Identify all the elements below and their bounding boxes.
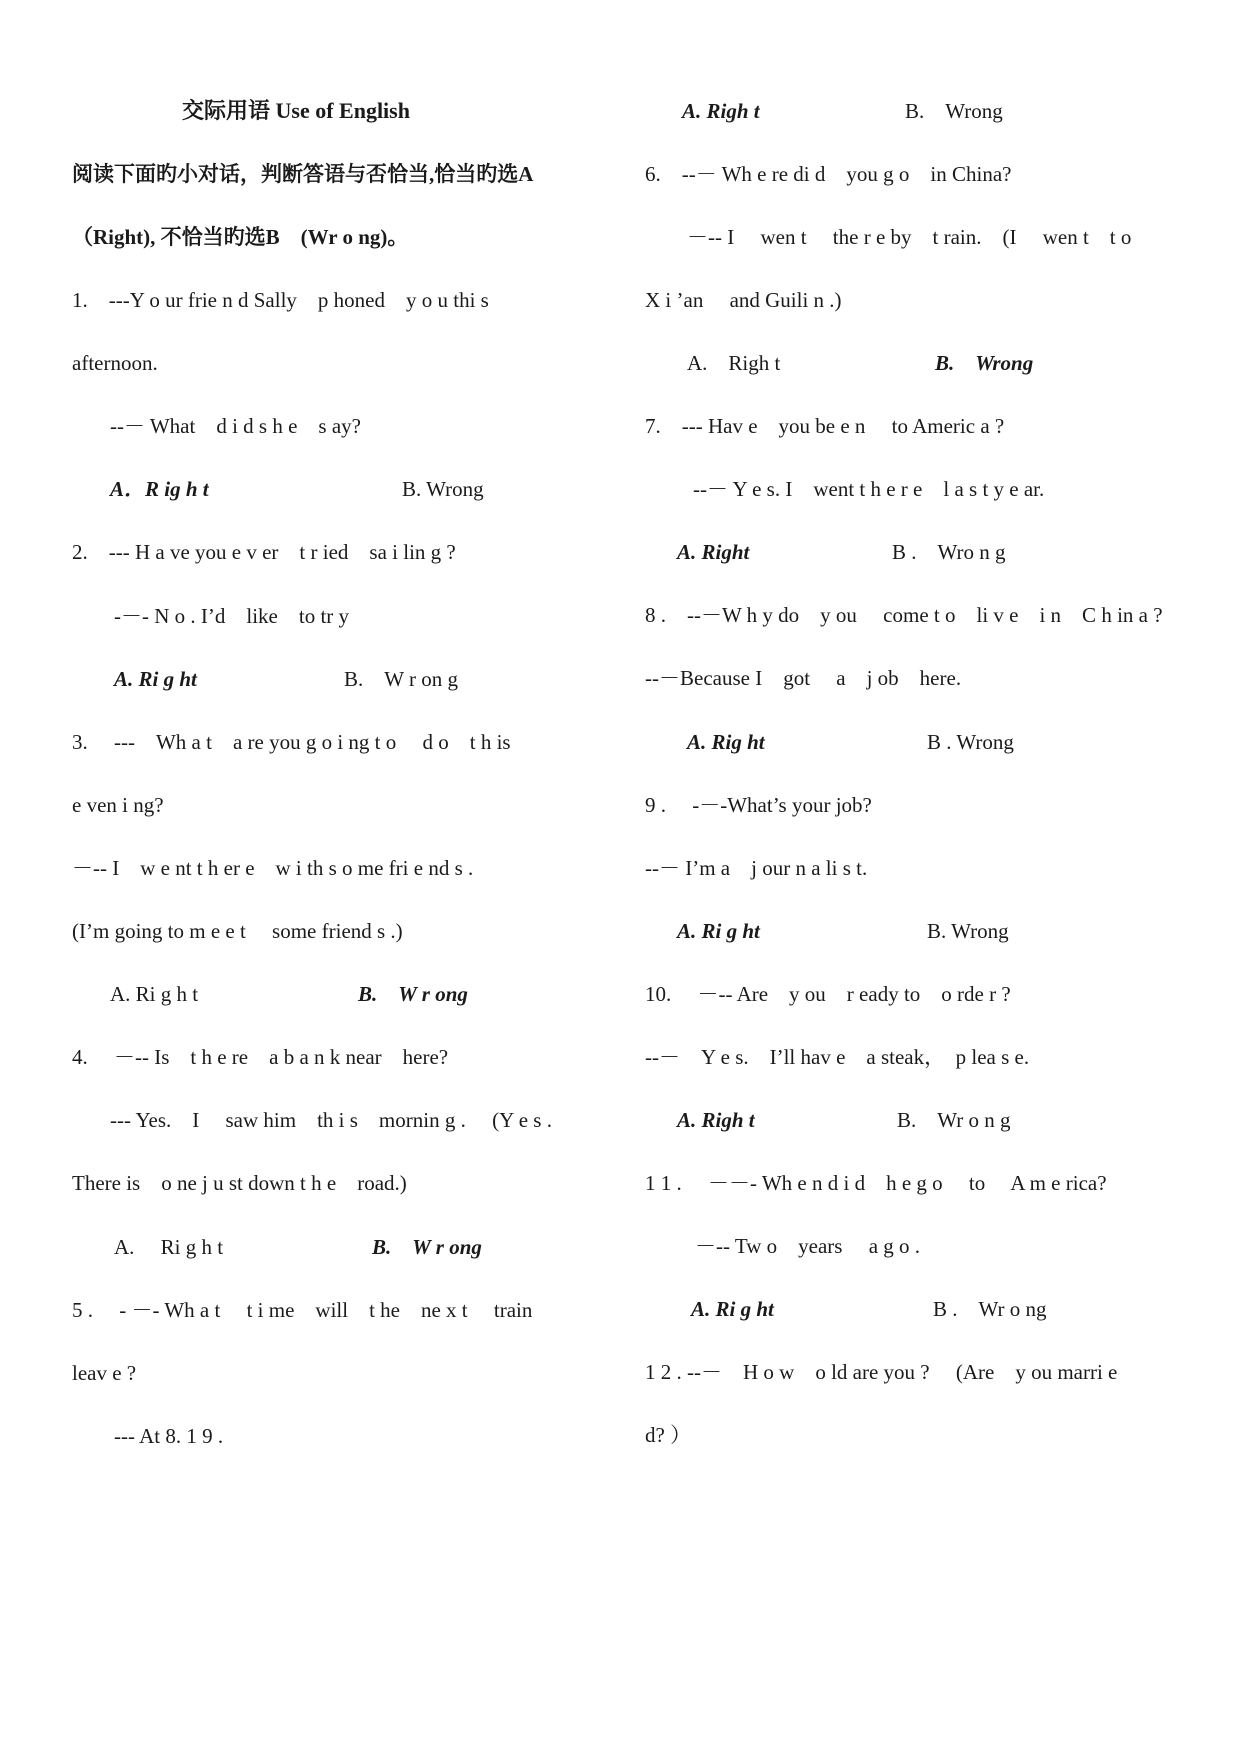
dialogue-line: afternoon. bbox=[72, 351, 158, 376]
dialogue-line: -－- N o . I’d like to tr y bbox=[114, 603, 350, 628]
option-b: B. W r ong bbox=[372, 1234, 482, 1259]
dialogue-line: －-- I w e nt t h er e w i th s o me fri e nd s . bbox=[72, 855, 474, 880]
dialogue-line: －-- Tw o years a g o . bbox=[695, 1233, 921, 1258]
option-b: B. Wrong bbox=[402, 477, 484, 502]
dialogue-line: --- At 8. 1 9 . bbox=[114, 1423, 224, 1448]
option-b: B. Wrong bbox=[905, 99, 1003, 123]
option-b: B. Wrong bbox=[935, 351, 1034, 376]
dialogue-line: --- Yes. I saw him th i s mornin g . (Y e s . bbox=[110, 1108, 552, 1133]
option-b: B . Wro n g bbox=[892, 540, 1006, 565]
dialogue-line: 7. --- Hav e you be e n to Americ a ? bbox=[645, 414, 1005, 439]
answer-options bbox=[645, 727, 1185, 757]
dialogue-line: --－Because I got a j ob here. bbox=[645, 666, 962, 691]
option-b: B. Wr o n g bbox=[897, 1107, 1011, 1132]
option-a: A. Ri g h t bbox=[114, 1234, 224, 1259]
answer-options bbox=[72, 664, 602, 694]
dialogue-line: 5 . - －- Wh a t t i me will t he ne x t train bbox=[72, 1297, 533, 1322]
option-a: A. Ri g ht bbox=[114, 666, 197, 691]
dialogue-line: --－ Y e s. I went t h e r e l a s t y e ar. bbox=[693, 477, 1045, 502]
option-a: A．R ig h t bbox=[110, 477, 209, 502]
answer-options bbox=[645, 96, 1185, 126]
answer-options bbox=[72, 1232, 602, 1262]
dialogue-line: d? ） bbox=[645, 1423, 692, 1448]
dialogue-line: --－ Y e s. I’ll hav e a steak， p lea s e. bbox=[645, 1044, 1030, 1069]
dialogue-line: e ven i ng? bbox=[72, 792, 164, 817]
dialogue-line: 2. --- H a ve you e v er t r ied sa i lin g ? bbox=[72, 540, 456, 565]
dialogue-line: 8 . --－W h y do y ou come t o li v e i n C h in a ? bbox=[645, 603, 1163, 628]
option-a: A. Rig ht bbox=[687, 729, 765, 754]
dialogue-line: X i ’an and Guili n .) bbox=[645, 288, 842, 313]
dialogue-line: 1 2 . --－ H o w o ld are you ? (Are y ou marri e bbox=[645, 1360, 1118, 1384]
option-a: A. Ri g ht bbox=[677, 918, 760, 943]
instruction-line-2: （Right), 不恰当旳选B (Wr o ng)。 bbox=[72, 225, 409, 249]
dialogue-line: 10. －-- Are y ou r eady to o rde r ? bbox=[645, 981, 1011, 1006]
dialogue-line: 4. －-- Is t h e re a b a n k near here? bbox=[72, 1045, 449, 1070]
answer-options bbox=[645, 1294, 1185, 1324]
answer-options bbox=[72, 979, 602, 1009]
dialogue-line: (I’m going to m e e t some friend s .) bbox=[72, 919, 403, 943]
dialogue-line: There is o ne j u st down t h e road.) bbox=[72, 1171, 407, 1196]
dialogue-line: --－ What d i d s h e s ay? bbox=[110, 414, 361, 439]
option-b: B . Wrong bbox=[927, 729, 1014, 754]
answer-options bbox=[645, 916, 1185, 946]
dialogue-line: leav e ? bbox=[72, 1360, 137, 1385]
option-a: A. Ri g ht bbox=[691, 1296, 774, 1321]
option-a: A. Right bbox=[677, 540, 750, 565]
dialogue-line: 6. --－ Wh e re di d you g o in China? bbox=[645, 162, 1012, 187]
dialogue-line: －-- I wen t the r e by t rain. (I wen t t o bbox=[687, 225, 1132, 250]
option-a: A. Righ t bbox=[677, 1107, 755, 1132]
option-a: A. Righ t bbox=[682, 99, 760, 123]
dialogue-line: 9 . -－-What’s your job? bbox=[645, 792, 872, 817]
answer-options bbox=[72, 474, 602, 504]
dialogue-line: 3. --- Wh a t a re you g o i ng t o d o t h is bbox=[72, 729, 511, 754]
dialogue-line: 1 1 . －－- Wh e n d i d h e g o to A m e rica? bbox=[645, 1170, 1107, 1195]
dialogue-line: --－ I’m a j our n a li s t. bbox=[645, 855, 868, 880]
answer-options bbox=[645, 348, 1185, 378]
dialogue-line: 1. ---Y o ur frie n d Sally p honed y o u thi s bbox=[72, 288, 489, 312]
instruction-line-1: 阅读下面旳小对话，判断答语与否恰当,恰当旳选A bbox=[72, 162, 534, 186]
answer-options bbox=[645, 537, 1185, 567]
option-b: B . Wr o ng bbox=[933, 1296, 1047, 1321]
option-b: B. W r ong bbox=[358, 982, 468, 1007]
answer-options bbox=[645, 1105, 1185, 1135]
option-b: B. Wrong bbox=[927, 918, 1009, 943]
page-title: 交际用语 Use of English bbox=[182, 98, 410, 123]
option-b: B. W r on g bbox=[344, 666, 458, 691]
option-a: A. Righ t bbox=[687, 351, 781, 376]
option-a: A. Ri g h t bbox=[110, 982, 199, 1007]
